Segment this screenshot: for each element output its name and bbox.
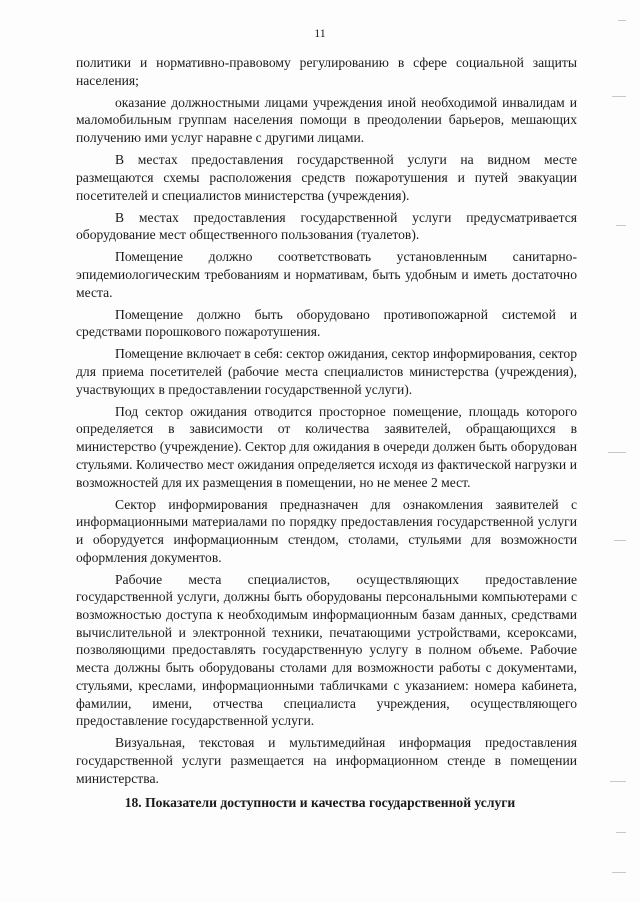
paragraph-10: Рабочие места специалистов, осуществляющих предоставление государственной услуги, должны быть оборудованы персональными компьютерами с возможностью доступа к необходимым информационным базам данных, средствами вычислительной и электронной техники, печатающими устройствами, ксероксами, позволяющими предоставлять государственную услугу в полном объеме. Рабочие места должны быть оборудованы столами для возможности работы с документами, стульями, креслами, информационными табличками с указанием: номера кабинета, фамилии, имени, отчества специалиста учреждения, осуществляющего предоставление государственной услуги. xyxy=(76,571,577,729)
scan-mark xyxy=(616,225,626,226)
scan-mark xyxy=(608,452,626,453)
paragraph-3: В местах предоставления государственной услуги на видном месте размещаются схемы расположения средств пожаротушения и путей эвакуации посетителей и специалистов министерства (учреждения). xyxy=(76,152,577,203)
body-text xyxy=(76,54,577,792)
scan-mark xyxy=(612,872,626,873)
paragraph-7: Помещение включает в себя: сектор ожидания, сектор информирования, сектор для приема посетителей (рабочие места специалистов министерства (учреждения), участвующих в предоставлении государственной услуги). xyxy=(76,346,577,397)
paragraph-11: Визуальная, текстовая и мультимедийная информация предоставления государственной услуги размещается на информационном стенде в помещении министерства. xyxy=(76,735,577,786)
paragraph-9: Сектор информирования предназначен для ознакомления заявителей с информационными материалами по порядку предоставления государственной услуги и оборудуется информационным стендом, столами, стульями для возможности оформления документов. xyxy=(76,496,577,565)
scan-mark xyxy=(618,20,626,21)
scan-mark xyxy=(612,96,626,97)
section-heading: 18. Показатели доступности и качества государственной услуги xyxy=(124,795,516,810)
scan-mark xyxy=(616,832,626,833)
paragraph-2: оказание должностными лицами учреждения иной необходимой инвалидам и маломобильным группам населения помощи в преодолении барьеров, мешающих получению ими услуг наравне с другими лицами. xyxy=(76,94,577,146)
scan-bleed-through xyxy=(586,0,626,902)
paragraph-4: В местах предоставления государственной услуги предусматривается оборудование мест общественного пользования (туалетов). xyxy=(76,209,577,243)
page-number: 11 xyxy=(314,26,326,40)
paragraph-5: Помещение должно соответствовать установленным санитарно-эпидемиологическим требованиям и нормативам, быть удобным и иметь достаточно места. xyxy=(76,249,577,300)
paragraph-1: политики и нормативно-правовому регулированию в сфере социальной защиты населения; xyxy=(76,55,577,88)
paragraph-8: Под сектор ожидания отводится просторное помещение, площадь которого определяется в зависимости от количества заявителей, обращающихся в министерство (учреждение). Сектор для ожидания в очереди должен быть оборудован стульями. Количество мест ожидания определяется исходя из фактической нагрузки и возможностей для их размещения в помещении, но не менее 2 мест. xyxy=(76,403,577,490)
paragraph-6: Помещение должно быть оборудовано противопожарной системой и средствами порошкового пожаротушения. xyxy=(76,306,577,340)
scan-mark xyxy=(610,781,626,782)
scan-mark xyxy=(614,540,626,541)
